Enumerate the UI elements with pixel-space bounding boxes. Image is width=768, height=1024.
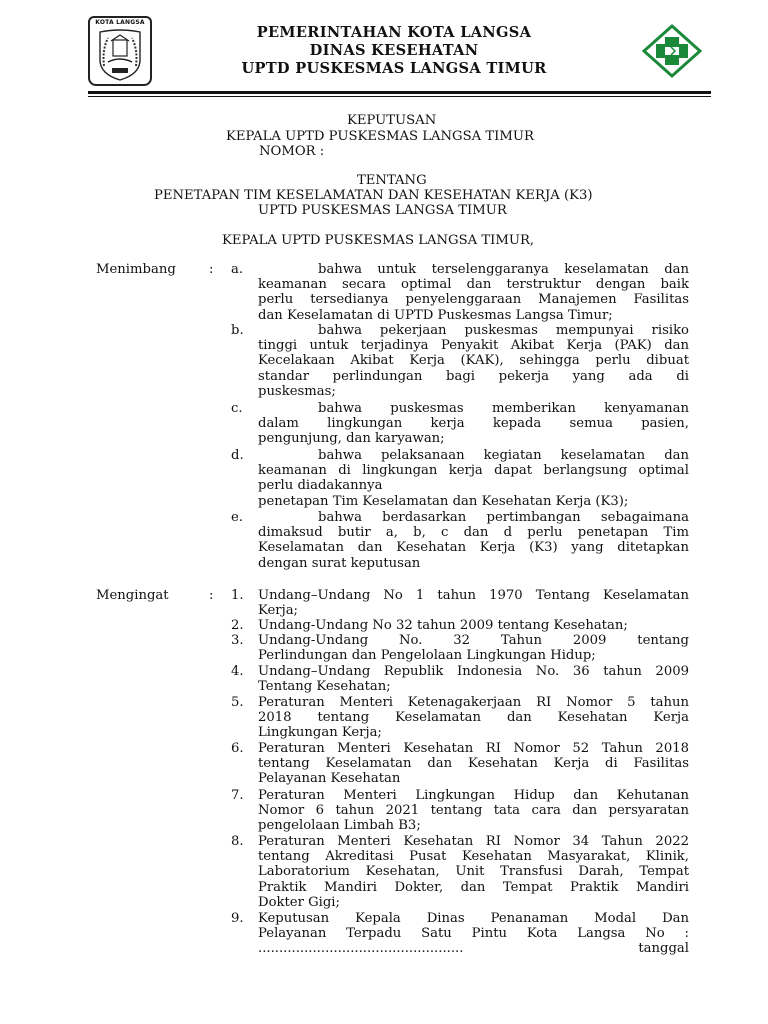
mengingat-marker: 4. [231, 664, 244, 679]
decree-official: KEPALA UPTD PUSKESMAS LANGSA TIMUR, [222, 233, 535, 248]
mengingat-colon: : [209, 588, 214, 603]
decree-about: TENTANG [357, 173, 427, 188]
mengingat-label: Mengingat [96, 588, 169, 603]
mengingat-marker: 7. [231, 788, 244, 803]
mengingat-marker: 5. [231, 695, 244, 710]
menimbang-colon: : [209, 262, 214, 277]
letterhead-government: PEMERINTAHAN KOTA LANGSA [256, 24, 532, 41]
decree-heading: KEPUTUSAN [347, 113, 437, 128]
letterhead-unit: UPTD PUSKESMAS LANGSA TIMUR [241, 60, 547, 77]
mengingat-marker: 1. [231, 588, 244, 603]
menimbang-label: Menimbang [96, 262, 176, 277]
mengingat-item: Undang–Undang Republik Indonesia No. 36 tahun 2009 Tentang Kesehatan; [258, 664, 689, 695]
header-rule-thick [88, 91, 711, 94]
menimbang-marker: b. [231, 323, 244, 338]
menimbang-item: bahwa pelaksanaan kegiatan keselamatan dan keamanan di lingkungan kerja dapat berlangsung optimal perlu diadakannya penetapan Tim Keselamatan dan Kesehatan Kerja (K3); [258, 448, 689, 509]
emblem-label: KOTA LANGSA [95, 19, 145, 26]
menimbang-item: bahwa berdasarkan pertimbangan sebagaimana dimaksud butir a, b, c dan d perlu penetapan Tim Keselamatan dan Kesehatan Kerja (K3) yang ditetapkan dengan surat keputusan [258, 510, 689, 571]
menimbang-item: bahwa pekerjaan puskesmas mempunyai risiko tinggi untuk terjadinya Penyakit Akibat Kerja (PAK) dan Kecelakaan Akibat Kerja (KAK), sehingga perlu dibuat standar perlindungan bagi pekerja yang ada di puskesmas; [258, 323, 689, 399]
header-rule-thin [88, 96, 711, 97]
letterhead-agency: DINAS KESEHATAN [309, 42, 479, 59]
mengingat-item: Peraturan Menteri Kesehatan RI Nomor 52 Tahun 2018 tentang Keselamatan dan Kesehatan Kerja di Fasilitas Pelayanan Kesehatan [258, 741, 689, 787]
menimbang-marker: c. [231, 401, 243, 416]
menimbang-item: bahwa puskesmas memberikan kenyamanan dalam lingkungan kerja kepada semua pasien, pengunjung, dan karyawan; [258, 401, 689, 447]
mengingat-marker: 3. [231, 633, 244, 648]
mengingat-marker: 2. [231, 618, 244, 633]
mengingat-item: Peraturan Menteri Kesehatan RI Nomor 34 Tahun 2022 tentang Akreditasi Pusat Kesehatan Masyarakat, Klinik, Laboratorium Kesehatan, Unit Transfusi Darah, Tempat Praktik Mandiri Dokter, dan Tempat Praktik Mandiri Dokter Gigi; [258, 834, 689, 910]
mengingat-marker: 9. [231, 911, 244, 926]
decree-issuer: KEPALA UPTD PUSKESMAS LANGSA TIMUR [226, 129, 534, 144]
city-emblem-logo [88, 16, 152, 86]
decree-number: NOMOR : [259, 144, 325, 159]
emblem-icon [96, 28, 144, 82]
mengingat-item: Undang-Undang No 32 tahun 2009 tentang Kesehatan; [258, 618, 628, 633]
menimbang-marker: e. [231, 510, 243, 525]
menimbang-marker: d. [231, 448, 244, 463]
menimbang-item: bahwa untuk terselenggaranya keselamatan dan keamanan secara optimal dan terstruktur dengan baik perlu tersedianya penyelenggaraan Manajemen Fasilitas dan Keselamatan di UPTD Puskesmas Langsa Timur; [258, 262, 689, 323]
mengingat-item: Undang-Undang No. 32 Tahun 2009 tentang Perlindungan dan Pengelolaan Lingkungan Hidup; [258, 633, 689, 664]
menimbang-marker: a. [231, 262, 244, 277]
decree-subject-unit: UPTD PUSKESMAS LANGSA TIMUR [258, 203, 507, 218]
mengingat-item: Undang–Undang No 1 tahun 1970 Tentang Keselamatan Kerja; [258, 588, 689, 619]
mengingat-item: Peraturan Menteri Ketenagakerjaan RI Nomor 5 tahun 2018 tentang Keselamatan dan Kesehatan Kerja Lingkungan Kerja; [258, 695, 689, 741]
puskesmas-logo-icon [641, 23, 703, 79]
mengingat-marker: 8. [231, 834, 244, 849]
decree-subject: PENETAPAN TIM KESELAMATAN DAN KESEHATAN KERJA (K3) [154, 188, 593, 203]
mengingat-item: Keputusan Kepala Dinas Penanaman Modal Dan Pelayanan Terpadu Satu Pintu Kota Langsa No : ................................................. tanggal [258, 911, 689, 957]
mengingat-marker: 6. [231, 741, 244, 756]
mengingat-item: Peraturan Menteri Lingkungan Hidup dan Kehutanan Nomor 6 tahun 2021 tentang tata cara dan persyaratan pengelolaan Limbah B3; [258, 788, 689, 834]
